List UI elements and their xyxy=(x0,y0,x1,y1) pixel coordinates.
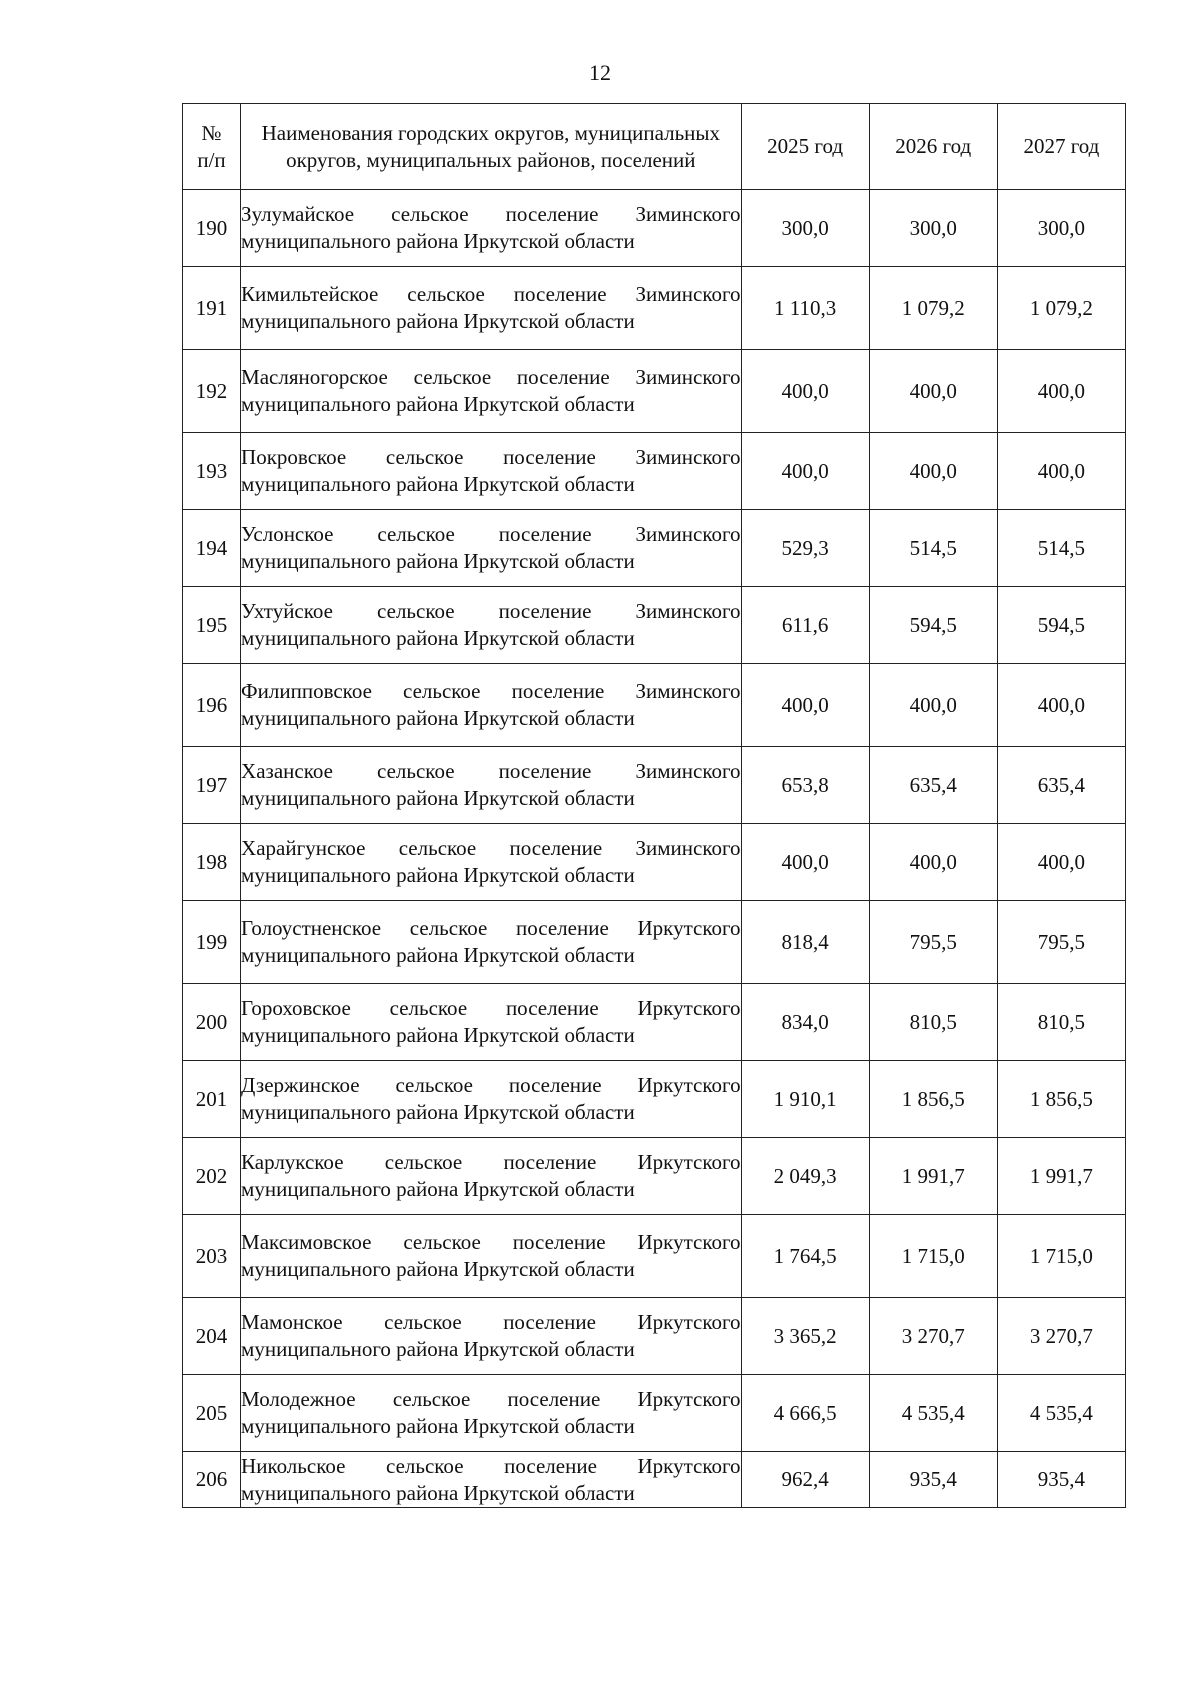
row-number: 196 xyxy=(183,664,241,747)
value-2027: 300,0 xyxy=(997,190,1125,267)
row-number: 194 xyxy=(183,510,241,587)
table-body xyxy=(183,190,1126,1508)
header-name: Наименования городских округов, муниципальных округов, муниципальных районов, поселений xyxy=(241,104,742,190)
row-number: 200 xyxy=(183,984,241,1061)
value-2025: 1 910,1 xyxy=(741,1061,869,1138)
value-2025: 400,0 xyxy=(741,433,869,510)
value-2027: 3 270,7 xyxy=(997,1298,1125,1375)
value-2026: 400,0 xyxy=(869,433,997,510)
value-2027: 1 079,2 xyxy=(997,267,1125,350)
value-2026: 810,5 xyxy=(869,984,997,1061)
value-2026: 400,0 xyxy=(869,350,997,433)
value-2027: 635,4 xyxy=(997,747,1125,824)
value-2026: 795,5 xyxy=(869,901,997,984)
settlement-name: Кимильтейское сельское поселение Зиминского муниципального района Иркутской области xyxy=(241,267,742,350)
row-number: 203 xyxy=(183,1215,241,1298)
header-2027: 2027 год xyxy=(997,104,1125,190)
table-row xyxy=(183,901,1126,984)
allocation-table xyxy=(182,103,1126,1508)
value-2027: 594,5 xyxy=(997,587,1125,664)
header-2026: 2026 год xyxy=(869,104,997,190)
table-row xyxy=(183,1298,1126,1375)
value-2026: 3 270,7 xyxy=(869,1298,997,1375)
value-2025: 400,0 xyxy=(741,664,869,747)
table-row xyxy=(183,984,1126,1061)
table-row xyxy=(183,1215,1126,1298)
row-number: 193 xyxy=(183,433,241,510)
settlement-name: Покровское сельское поселение Зиминского муниципального района Иркутской области xyxy=(241,433,742,510)
value-2025: 1 764,5 xyxy=(741,1215,869,1298)
table-row xyxy=(183,664,1126,747)
row-number: 198 xyxy=(183,824,241,901)
value-2025: 611,6 xyxy=(741,587,869,664)
table-row xyxy=(183,1452,1126,1508)
value-2026: 514,5 xyxy=(869,510,997,587)
value-2025: 4 666,5 xyxy=(741,1375,869,1452)
value-2027: 400,0 xyxy=(997,433,1125,510)
table-row xyxy=(183,1061,1126,1138)
value-2026: 1 715,0 xyxy=(869,1215,997,1298)
row-number: 192 xyxy=(183,350,241,433)
settlement-name: Молодежное сельское поселение Иркутского муниципального района Иркутской области xyxy=(241,1375,742,1452)
header-number: № п/п xyxy=(183,104,241,190)
table-row xyxy=(183,747,1126,824)
value-2027: 1 856,5 xyxy=(997,1061,1125,1138)
settlement-name: Максимовское сельское поселение Иркутского муниципального района Иркутской области xyxy=(241,1215,742,1298)
value-2026: 935,4 xyxy=(869,1452,997,1508)
settlement-name: Мамонское сельское поселение Иркутского муниципального района Иркутской области xyxy=(241,1298,742,1375)
value-2026: 400,0 xyxy=(869,664,997,747)
value-2027: 514,5 xyxy=(997,510,1125,587)
settlement-name: Никольское сельское поселение Иркутского муниципального района Иркутской области xyxy=(241,1452,742,1508)
value-2025: 962,4 xyxy=(741,1452,869,1508)
settlement-name: Харайгунское сельское поселение Зиминского муниципального района Иркутской области xyxy=(241,824,742,901)
value-2025: 529,3 xyxy=(741,510,869,587)
value-2026: 1 079,2 xyxy=(869,267,997,350)
value-2027: 1 715,0 xyxy=(997,1215,1125,1298)
row-number: 190 xyxy=(183,190,241,267)
row-number: 197 xyxy=(183,747,241,824)
settlement-name: Голоустненское сельское поселение Иркутского муниципального района Иркутской области xyxy=(241,901,742,984)
table-row xyxy=(183,1375,1126,1452)
value-2027: 400,0 xyxy=(997,664,1125,747)
value-2026: 1 991,7 xyxy=(869,1138,997,1215)
row-number: 206 xyxy=(183,1452,241,1508)
value-2027: 1 991,7 xyxy=(997,1138,1125,1215)
row-number: 201 xyxy=(183,1061,241,1138)
value-2027: 935,4 xyxy=(997,1452,1125,1508)
value-2025: 818,4 xyxy=(741,901,869,984)
page-number: 12 xyxy=(589,60,611,85)
value-2027: 400,0 xyxy=(997,824,1125,901)
table-row xyxy=(183,587,1126,664)
value-2025: 2 049,3 xyxy=(741,1138,869,1215)
value-2025: 400,0 xyxy=(741,350,869,433)
settlement-name: Гороховское сельское поселение Иркутского муниципального района Иркутской области xyxy=(241,984,742,1061)
settlement-name: Ухтуйское сельское поселение Зиминского муниципального района Иркутской области xyxy=(241,587,742,664)
value-2027: 810,5 xyxy=(997,984,1125,1061)
value-2026: 400,0 xyxy=(869,824,997,901)
value-2025: 653,8 xyxy=(741,747,869,824)
table-row xyxy=(183,350,1126,433)
value-2026: 4 535,4 xyxy=(869,1375,997,1452)
row-number: 195 xyxy=(183,587,241,664)
settlement-name: Зулумайское сельское поселение Зиминского муниципального района Иркутской области xyxy=(241,190,742,267)
value-2026: 300,0 xyxy=(869,190,997,267)
value-2027: 795,5 xyxy=(997,901,1125,984)
value-2025: 300,0 xyxy=(741,190,869,267)
value-2026: 635,4 xyxy=(869,747,997,824)
settlement-name: Масляногорское сельское поселение Зиминского муниципального района Иркутской области xyxy=(241,350,742,433)
row-number: 202 xyxy=(183,1138,241,1215)
header-2025: 2025 год xyxy=(741,104,869,190)
settlement-name: Дзержинское сельское поселение Иркутского муниципального района Иркутской области xyxy=(241,1061,742,1138)
settlement-name: Хазанское сельское поселение Зиминского муниципального района Иркутской области xyxy=(241,747,742,824)
row-number: 199 xyxy=(183,901,241,984)
table-header-row xyxy=(183,104,1126,190)
value-2027: 400,0 xyxy=(997,350,1125,433)
settlement-name: Филипповское сельское поселение Зиминского муниципального района Иркутской области xyxy=(241,664,742,747)
value-2025: 834,0 xyxy=(741,984,869,1061)
value-2026: 594,5 xyxy=(869,587,997,664)
table-row xyxy=(183,190,1126,267)
settlement-name: Карлукское сельское поселение Иркутского муниципального района Иркутской области xyxy=(241,1138,742,1215)
value-2025: 400,0 xyxy=(741,824,869,901)
row-number: 205 xyxy=(183,1375,241,1452)
table-row xyxy=(183,510,1126,587)
table-row xyxy=(183,824,1126,901)
value-2026: 1 856,5 xyxy=(869,1061,997,1138)
value-2025: 3 365,2 xyxy=(741,1298,869,1375)
value-2027: 4 535,4 xyxy=(997,1375,1125,1452)
value-2025: 1 110,3 xyxy=(741,267,869,350)
settlement-name: Услонское сельское поселение Зиминского муниципального района Иркутской области xyxy=(241,510,742,587)
row-number: 191 xyxy=(183,267,241,350)
table-row xyxy=(183,267,1126,350)
table-row xyxy=(183,433,1126,510)
row-number: 204 xyxy=(183,1298,241,1375)
table-row xyxy=(183,1138,1126,1215)
